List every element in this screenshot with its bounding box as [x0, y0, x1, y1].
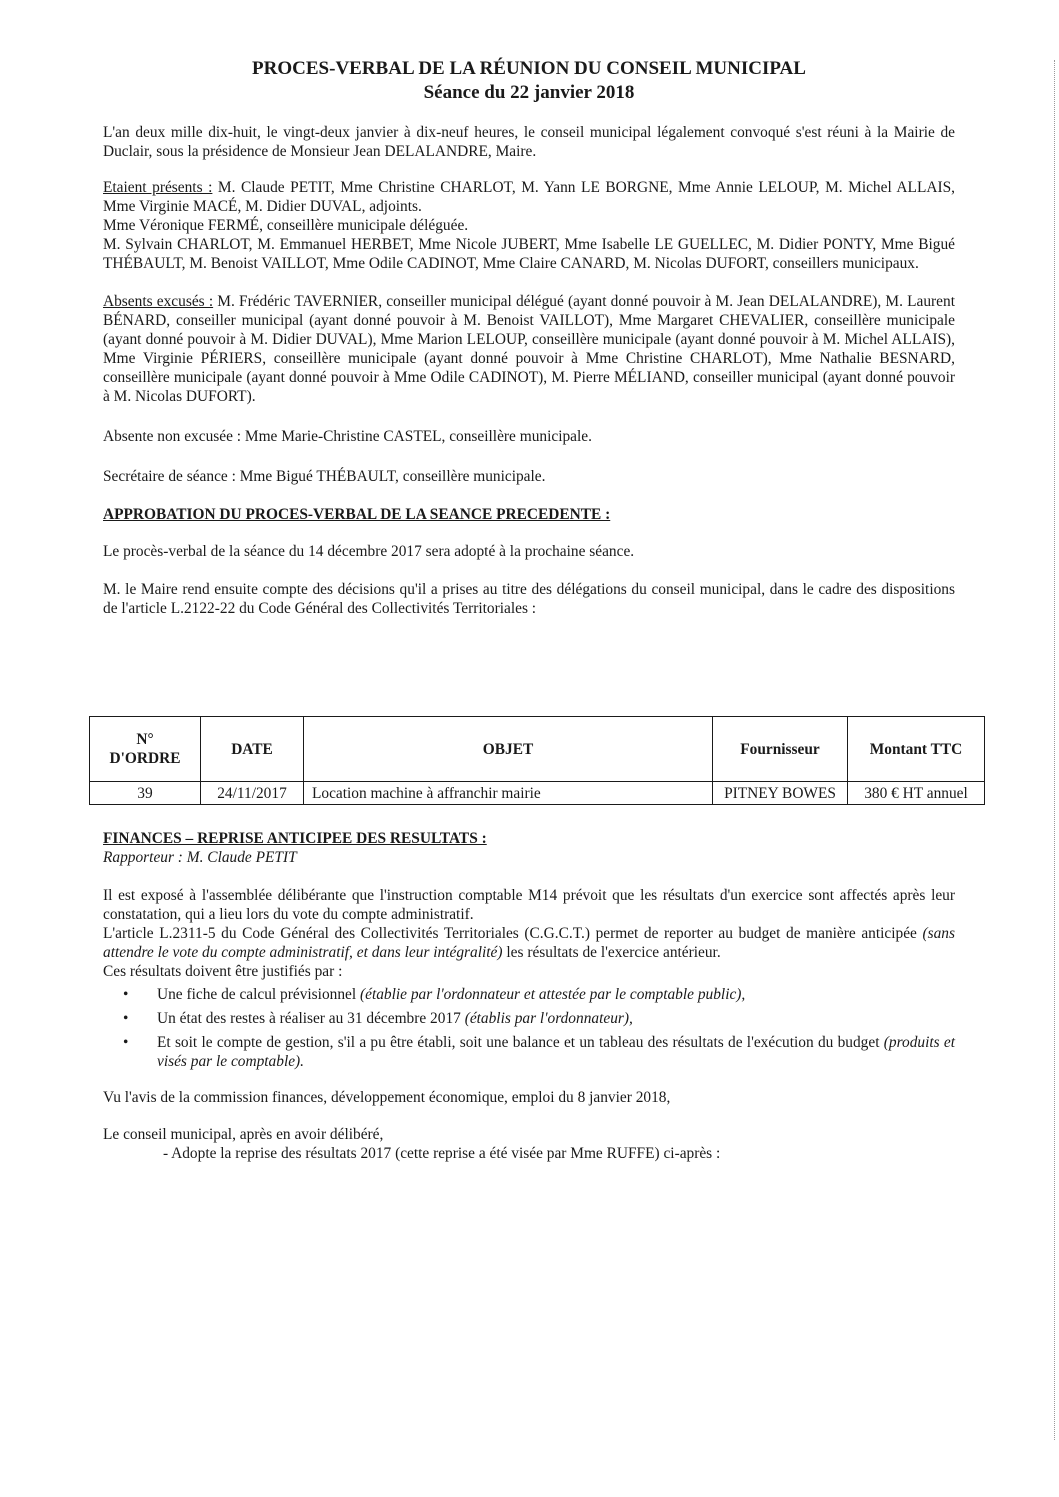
cell-fournisseur: PITNEY BOWES: [713, 782, 848, 805]
bullet-icon: •: [123, 986, 129, 1003]
list-item-italic: (établis par l'ordonnateur),: [464, 1010, 633, 1027]
cell-montant: 380 € HT annuel: [848, 782, 985, 805]
presents-paragraph: [103, 178, 955, 216]
finances-p2: [103, 924, 955, 962]
list-item: [103, 985, 955, 1004]
table-row: [90, 782, 985, 805]
bullet-icon: •: [123, 1034, 129, 1051]
header-date: DATE: [201, 717, 304, 782]
list-item-italic: (établie par l'ordonnateur et attestée par le comptable public),: [360, 986, 746, 1003]
header-numero: N° D'ORDRE: [90, 717, 201, 782]
list-item: [103, 1009, 955, 1028]
document-subtitle: Séance du 22 janvier 2018: [423, 82, 635, 103]
table-header-row: [90, 717, 985, 782]
presents-label: Etaient présents :: [103, 179, 213, 196]
cell-numero: 39: [90, 782, 201, 805]
absents-paragraph: [103, 292, 955, 406]
finances-p2-end: les résultats de l'exercice antérieur.: [502, 944, 721, 961]
document-page: [103, 0, 955, 618]
finances-section: [103, 829, 955, 1163]
finances-p2-start: L'article L.2311-5 du Code Général des Collectivités Territoriales (C.G.C.T.) permet de reporter au budget de manière anticipée: [103, 925, 923, 942]
presents-deleguee: Mme Véronique FERMÉ, conseillère municipale déléguée.: [103, 217, 469, 234]
list-item-text: Et soit le compte de gestion, s'il a pu être établi, soit une balance et un tableau des résultats de l'exécution du budget: [157, 1034, 884, 1051]
absents-label: Absents excusés :: [103, 293, 214, 310]
absent-non-excuse: Absente non excusée : Mme Marie-Christine CASTEL, conseillère municipale.: [103, 428, 592, 445]
absents-text: M. Frédéric TAVERNIER, conseiller municipal délégué (ayant donné pouvoir à M. Jean DELALANDRE), M. Laurent BÉNARD, conseiller municipal (ayant donné pouvoir à M. Benoist VAILLOT), Mme Margaret CHEVALIER, conseillère municipale (ayant donné pouvoir à M. Didier DUVAL), Mme Marion LELOUP, conseillère municipale (ayant donné pouvoir à M. Michel ALLAIS), Mme Virginie PÉRIERS, conseillère municipale (ayant donné pouvoir à Mme Christine CHARLOT), Mme Nathalie BESNARD, conseillère municipale (ayant donné pouvoir à Mme Odile CADINOT), M. Pierre MÉLIAND, conseiller municipal (ayant donné pouvoir à M. Nicolas DUFORT).: [103, 293, 955, 405]
list-item-text: Une fiche de calcul prévisionnel: [157, 986, 360, 1003]
finances-p2-italic: (sans attendre le vote du compte administratif, et dans leur intégralité): [103, 925, 955, 961]
list-item: [103, 1033, 955, 1071]
finances-heading: FINANCES – REPRISE ANTICIPEE DES RESULTATS :: [103, 830, 487, 847]
decisions-table: [89, 716, 985, 805]
decisions-intro: M. le Maire rend ensuite compte des décisions qu'il a prises au titre des délégations du conseil municipal, dans le cadre des dispositions de l'article L.2122-22 du Code Général des Collectivités Territoriales :: [103, 581, 955, 617]
bullet-icon: •: [123, 1010, 129, 1027]
presents-adjoints: M. Claude PETIT, Mme Christine CHARLOT, M. Yann LE BORGNE, Mme Annie LELOUP, M. Michel ALLAIS, Mme Virginie MACÉ, M. Didier DUVAL, adjoints.: [103, 179, 955, 215]
cell-objet: Location machine à affranchir mairie: [304, 782, 713, 805]
approbation-text: Le procès-verbal de la séance du 14 décembre 2017 sera adopté à la prochaine séance.: [103, 543, 635, 560]
cell-date: 24/11/2017: [201, 782, 304, 805]
header-montant: Montant TTC: [848, 717, 985, 782]
approbation-heading: APPROBATION DU PROCES-VERBAL DE LA SEANCE PRECEDENTE :: [103, 506, 611, 523]
justification-list: [103, 985, 955, 1071]
header-objet: OBJET: [304, 717, 713, 782]
finances-p1: Il est exposé à l'assemblée délibérante que l'instruction comptable M14 prévoit que les résultats d'un exercice sont affectés après leur constatation, qui a lieu lors du vote du compte administratif.: [103, 887, 955, 923]
list-item-text: Un état des restes à réaliser au 31 décembre 2017: [157, 1010, 465, 1027]
scan-margin-line: [1053, 60, 1055, 1440]
finances-rapporteur: Rapporteur : M. Claude PETIT: [103, 849, 297, 866]
finances-p3: Ces résultats doivent être justifiés par :: [103, 963, 343, 980]
list-item-italic: (produits et visés par le comptable).: [157, 1034, 956, 1070]
adopte-reprise: - Adopte la reprise des résultats 2017 (cette reprise a été visée par Mme RUFFE) ci-après :: [163, 1145, 721, 1162]
intro-paragraph: L'an deux mille dix-huit, le vingt-deux janvier à dix-neuf heures, le conseil municipal légalement convoqué s'est réuni à la Mairie de Duclair, sous la présidence de Monsieur Jean DELALANDRE, Maire.: [103, 124, 955, 160]
conseil-delibere: Le conseil municipal, après en avoir délibéré,: [103, 1126, 384, 1143]
document-title: PROCES-VERBAL DE LA RÉUNION DU CONSEIL MUNICIPAL: [252, 58, 806, 79]
presents-conseillers: M. Sylvain CHARLOT, M. Emmanuel HERBET, Mme Nicole JUBERT, Mme Isabelle LE GUELLEC, M. Didier PONTY, Mme Bigué THÉBAULT, M. Benoist VAILLOT, Mme Odile CADINOT, Mme Claire CANARD, M. Nicolas DUFORT, conseillers municipaux.: [103, 236, 955, 272]
header-fournisseur: Fournisseur: [713, 717, 848, 782]
secretaire-seance: Secrétaire de séance : Mme Bigué THÉBAULT, conseillère municipale.: [103, 468, 546, 485]
commission-avis: Vu l'avis de la commission finances, développement économique, emploi du 8 janvier 2018,: [103, 1089, 671, 1106]
